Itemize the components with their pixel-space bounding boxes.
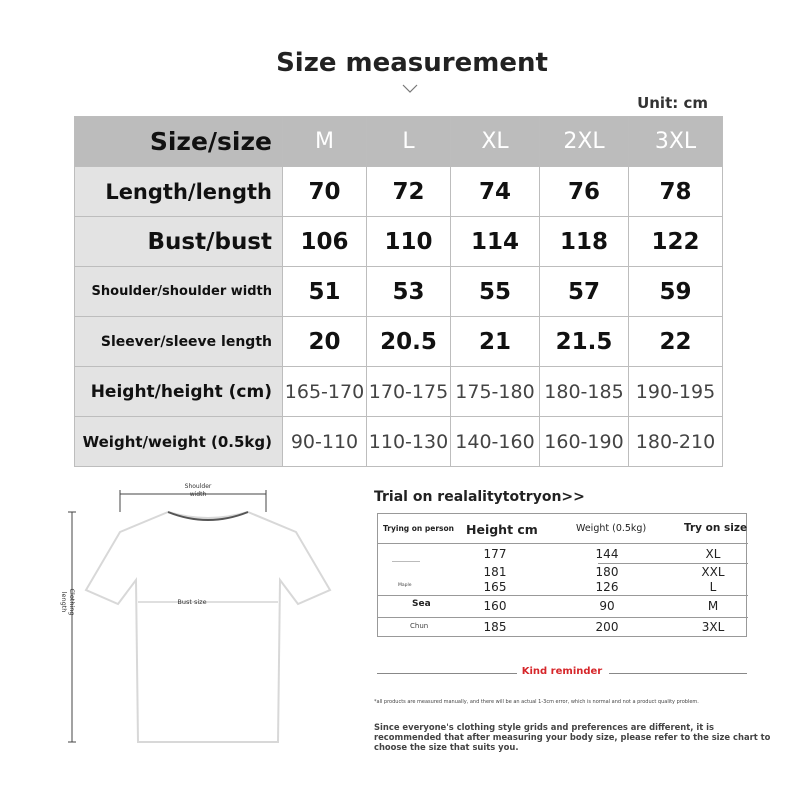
trial-weight-2: 180 <box>595 565 619 579</box>
trial-name-3: Maple <box>398 583 412 588</box>
trial-weight-1: 144 <box>595 547 619 561</box>
table-row <box>75 217 723 267</box>
table-cell: 21.5 <box>540 317 629 367</box>
table-cell: 74 <box>451 167 540 217</box>
size-col-l: L <box>367 117 451 167</box>
table-cell: 70 <box>283 167 367 217</box>
page-title: Size measurement <box>276 48 548 78</box>
table-cell: 160-190 <box>540 417 629 467</box>
table-cell: 110 <box>367 217 451 267</box>
table-cell: 90-110 <box>283 417 367 467</box>
divider <box>378 617 748 618</box>
size-col-m: M <box>283 117 367 167</box>
table-cell: 72 <box>367 167 451 217</box>
table-cell: 140-160 <box>451 417 540 467</box>
trial-size-4: M <box>707 599 719 613</box>
table-cell: 110-130 <box>367 417 451 467</box>
trial-header-height: Height cm <box>466 522 538 537</box>
table-cell: 180-185 <box>540 367 629 417</box>
chevron-down-icon <box>402 84 418 94</box>
row-label-weight: Weight/weight (0.5kg) <box>75 417 283 467</box>
size-header-row <box>75 117 723 167</box>
trial-weight-3: 126 <box>595 580 619 594</box>
length-label: Clothing <box>68 588 76 616</box>
table-row <box>75 267 723 317</box>
bust-label: Bust size <box>177 598 207 606</box>
table-cell: 170-175 <box>367 367 451 417</box>
tshirt-icon <box>86 512 330 742</box>
table-cell: 76 <box>540 167 629 217</box>
trial-weight-5: 200 <box>595 620 619 634</box>
trial-header-size: Try on size <box>684 522 748 534</box>
row-label-shoulder: Shoulder/shoulder width <box>75 267 283 317</box>
table-cell: 21 <box>451 317 540 367</box>
divider <box>598 563 748 564</box>
trial-size-5: 3XL <box>701 620 725 634</box>
table-cell: 20 <box>283 317 367 367</box>
table-cell: 59 <box>629 267 723 317</box>
tshirt-measurement-diagram <box>58 480 358 770</box>
table-cell: 22 <box>629 317 723 367</box>
row-label-sleeve: Sleever/sleeve length <box>75 317 283 367</box>
table-cell: 175-180 <box>451 367 540 417</box>
unit-label: Unit: cm <box>637 94 708 112</box>
trial-height-3: 165 <box>483 580 507 594</box>
trial-height-5: 185 <box>483 620 507 634</box>
table-cell: 180-210 <box>629 417 723 467</box>
trial-header-person: Trying on person <box>383 524 454 533</box>
table-cell: 118 <box>540 217 629 267</box>
table-cell: 55 <box>451 267 540 317</box>
table-cell: 51 <box>283 267 367 317</box>
table-cell: 78 <box>629 167 723 217</box>
trial-header-weight: Weight (0.5kg) <box>576 523 647 534</box>
trial-height-4: 160 <box>483 599 507 613</box>
shoulder-label-2: width <box>189 491 207 498</box>
trial-size-2: XXL <box>701 565 725 579</box>
blurred-name <box>392 561 420 562</box>
table-cell: 106 <box>283 217 367 267</box>
size-advice-text: Since everyone's clothing style grids and preferences are different, it is recommended that after measuring your body size, please refer to the size chart to choose the size that suits you. <box>374 722 771 752</box>
kind-reminder-row <box>377 665 747 681</box>
trial-weight-4: 90 <box>599 599 615 613</box>
disclaimer-text: *all products are measured manually, and there will be an actual 1-3cm error, which is normal and not a product quality problem. <box>374 699 699 705</box>
trial-title: Trial on realalitytotryon>> <box>374 489 585 505</box>
table-cell: 20.5 <box>367 317 451 367</box>
trial-height-1: 177 <box>483 547 507 561</box>
table-cell: 122 <box>629 217 723 267</box>
row-label-length: Length/length <box>75 167 283 217</box>
table-cell: 57 <box>540 267 629 317</box>
table-row <box>75 167 723 217</box>
table-cell: 114 <box>451 217 540 267</box>
trial-name-5: Chun <box>410 622 429 630</box>
size-header-label: Size/size <box>75 117 283 167</box>
trial-table <box>377 513 747 637</box>
trial-height-2: 181 <box>483 565 507 579</box>
size-chart-table <box>74 116 723 467</box>
kind-reminder-label: Kind reminder <box>521 666 603 677</box>
table-cell: 53 <box>367 267 451 317</box>
divider <box>378 595 748 596</box>
trial-name-4: Sea <box>412 599 431 609</box>
row-label-bust: Bust/bust <box>75 217 283 267</box>
table-row <box>75 417 723 467</box>
table-row <box>75 367 723 417</box>
trial-size-3: L <box>709 580 717 594</box>
table-row <box>75 317 723 367</box>
size-col-xl: XL <box>451 117 540 167</box>
divider <box>378 543 748 544</box>
table-cell: 165-170 <box>283 367 367 417</box>
size-col-2xl: 2XL <box>540 117 629 167</box>
shoulder-label: Shoulder <box>184 483 212 490</box>
table-cell: 190-195 <box>629 367 723 417</box>
length-label-2: length <box>60 591 68 613</box>
row-label-height: Height/height (cm) <box>75 367 283 417</box>
size-col-3xl: 3XL <box>629 117 723 167</box>
trial-size-1: XL <box>705 547 721 561</box>
